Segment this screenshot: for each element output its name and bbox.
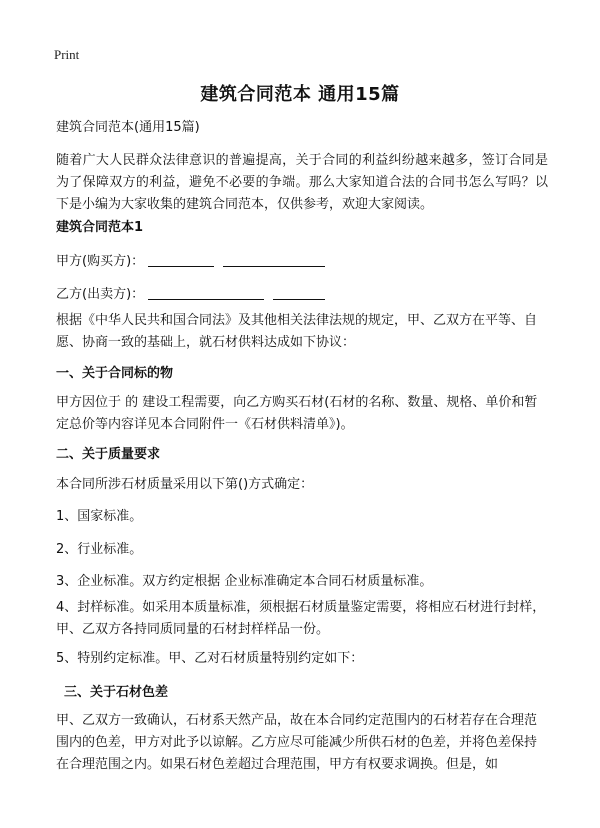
- section3-paragraph: 甲、乙双方一致确认，石材系天然产品，故在本合同约定范围内的石材若存在合理范围内的色差，甲方对此予以谅解。乙方应尽可能减少所供石材的色差，并将色差保持在合理范围之内。如果石材色差超过合理范围，甲方有权要求调换。但是，如: [56, 713, 538, 772]
- section1-heading: 一、关于合同标的物: [56, 366, 174, 381]
- party-a-line: [56, 250, 325, 269]
- section2-intro: 本合同所涉石材质量采用以下第()方式确定：: [56, 477, 314, 492]
- party-b-blank-1: [148, 285, 264, 300]
- quality-method-3: 3、企业标准。双方约定根据 企业标准确定本合同石材质量标准。: [56, 574, 433, 589]
- section3-heading: 三、关于石材色差: [64, 685, 169, 700]
- party-a-blank-1: [148, 252, 214, 267]
- party-b-blank-2: [273, 285, 325, 300]
- party-a-label: 甲方(购买方)：: [56, 254, 145, 269]
- quality-method-5: 5、特别约定标准。甲、乙对石材质量特别约定如下：: [56, 651, 364, 666]
- document-subtitle: 建筑合同范本(通用15篇): [56, 120, 200, 135]
- basis-paragraph: 根据《中华人民共和国合同法》及其他相关法律法规的规定，甲、乙双方在平等、自愿、协商一致的基础上，就石材供料达成如下协议：: [56, 313, 538, 350]
- quality-method-2: 2、行业标准。: [56, 542, 143, 557]
- intro-paragraph: 随着广大人民群众法律意识的普遍提高，关于合同的利益纠纷越来越多，签订合同是为了保障双方的利益，避免不必要的争端。那么大家知道合法的合同书怎么写吗？以下是小编为大家收集的建筑合同范本，仅供参考，欢迎大家阅读。: [56, 153, 548, 212]
- print-link[interactable]: Print: [54, 47, 80, 62]
- party-b-label: 乙方(出卖方)：: [56, 287, 145, 302]
- quality-method-4: 4、封样标准。如采用本质量标准，须根据石材质量鉴定需要，将相应石材进行封样，甲、乙双方各持同质同量的石材封样样品一份。: [56, 600, 546, 637]
- party-b-line: [56, 283, 325, 302]
- document-title: 建筑合同范本 通用15篇: [200, 84, 400, 105]
- section2-heading: 二、关于质量要求: [56, 447, 161, 462]
- quality-method-1: 1、国家标准。: [56, 509, 143, 524]
- contract1-heading: 建筑合同范本1: [56, 220, 144, 235]
- section1-paragraph: 甲方因位于 的 建设工程需要，向乙方购买石材(石材的名称、数量、规格、单价和暂定总价等内容详见本合同附件一《石材供料清单》)。: [56, 395, 538, 432]
- party-a-blank-2: [223, 252, 325, 267]
